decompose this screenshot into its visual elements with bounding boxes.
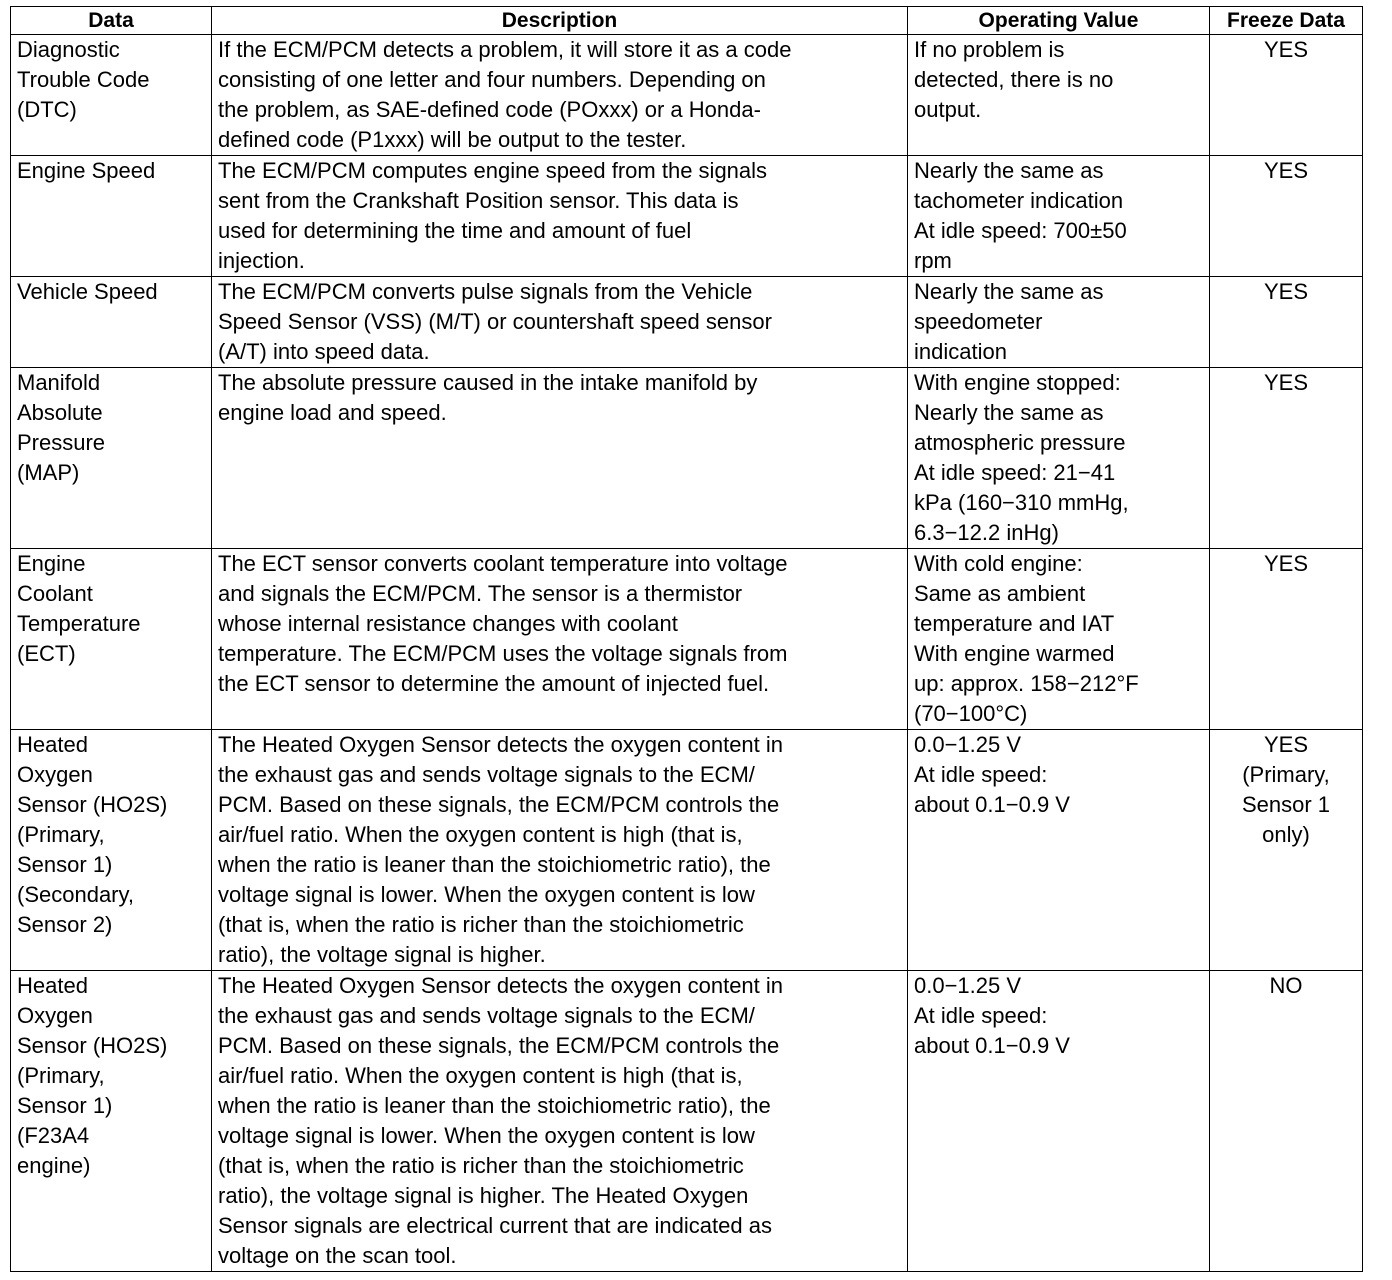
description-cell: The ECM/PCM computes engine speed from the signals sent from the Crankshaft Position sensor. This data is used for determining the time and amount of fuel injection.: [212, 156, 908, 277]
freeze-data-cell: YES: [1210, 549, 1363, 730]
header-row: [11, 7, 1363, 35]
data-cell: Heated Oxygen Sensor (HO2S) (Primary, Sensor 1) (Secondary, Sensor 2): [11, 730, 212, 971]
data-list-table: [10, 6, 1363, 1272]
operating-value-cell: 0.0−1.25 V At idle speed: about 0.1−0.9 V: [908, 730, 1210, 971]
description-cell: The absolute pressure caused in the intake manifold by engine load and speed.: [212, 368, 908, 549]
freeze-data-cell: YES (Primary, Sensor 1 only): [1210, 730, 1363, 971]
header-operating-value: Operating Value: [908, 7, 1210, 35]
header-freeze-data: Freeze Data: [1210, 7, 1363, 35]
description-cell: The ECT sensor converts coolant temperature into voltage and signals the ECM/PCM. The sensor is a thermistor whose internal resistance changes with coolant temperature. The ECM/PCM uses the voltage signals from the ECT sensor to determine the amount of injected fuel.: [212, 549, 908, 730]
data-cell: Engine Speed: [11, 156, 212, 277]
operating-value-cell: If no problem is detected, there is no output.: [908, 35, 1210, 156]
description-cell: The ECM/PCM converts pulse signals from the Vehicle Speed Sensor (VSS) (M/T) or countershaft speed sensor (A/T) into speed data.: [212, 277, 908, 368]
table-row: [11, 730, 1363, 971]
operating-value-cell: With engine stopped: Nearly the same as atmospheric pressure At idle speed: 21−41 kPa (160−310 mmHg, 6.3−12.2 inHg): [908, 368, 1210, 549]
freeze-data-cell: YES: [1210, 368, 1363, 549]
table-row: [11, 368, 1363, 549]
freeze-data-cell: NO: [1210, 971, 1363, 1272]
table-row: [11, 971, 1363, 1272]
description-cell: The Heated Oxygen Sensor detects the oxygen content in the exhaust gas and sends voltage signals to the ECM/ PCM. Based on these signals, the ECM/PCM controls the air/fuel ratio. When the oxygen content is high (that is, when the ratio is leaner than the stoichiometric ratio), the voltage signal is lower. When the oxygen content is low (that is, when the ratio is richer than the stoichiometric ratio), the voltage signal is higher. The Heated Oxygen Sensor signals are electrical current that are indicated as voltage on the scan tool.: [212, 971, 908, 1272]
data-cell: Heated Oxygen Sensor (HO2S) (Primary, Sensor 1) (F23A4 engine): [11, 971, 212, 1272]
operating-value-cell: Nearly the same as tachometer indication At idle speed: 700±50 rpm: [908, 156, 1210, 277]
description-cell: The Heated Oxygen Sensor detects the oxygen content in the exhaust gas and sends voltage signals to the ECM/ PCM. Based on these signals, the ECM/PCM controls the air/fuel ratio. When the oxygen content is high (that is, when the ratio is leaner than the stoichiometric ratio), the voltage signal is lower. When the oxygen content is low (that is, when the ratio is richer than the stoichiometric ratio), the voltage signal is higher.: [212, 730, 908, 971]
operating-value-cell: With cold engine: Same as ambient temperature and IAT With engine warmed up: approx. 158−212°F (70−100°C): [908, 549, 1210, 730]
description-cell: If the ECM/PCM detects a problem, it will store it as a code consisting of one letter and four numbers. Depending on the problem, as SAE-defined code (POxxx) or a Honda- defined code (P1xxx) will be output to the tester.: [212, 35, 908, 156]
header-description: Description: [212, 7, 908, 35]
table-row: [11, 156, 1363, 277]
data-cell: Diagnostic Trouble Code (DTC): [11, 35, 212, 156]
header-data: Data: [11, 7, 212, 35]
data-cell: Vehicle Speed: [11, 277, 212, 368]
freeze-data-cell: YES: [1210, 277, 1363, 368]
table-row: [11, 549, 1363, 730]
operating-value-cell: Nearly the same as speedometer indication: [908, 277, 1210, 368]
operating-value-cell: 0.0−1.25 V At idle speed: about 0.1−0.9 V: [908, 971, 1210, 1272]
data-cell: Engine Coolant Temperature (ECT): [11, 549, 212, 730]
freeze-data-cell: YES: [1210, 35, 1363, 156]
data-cell: Manifold Absolute Pressure (MAP): [11, 368, 212, 549]
table-row: [11, 277, 1363, 368]
table-row: [11, 35, 1363, 156]
freeze-data-cell: YES: [1210, 156, 1363, 277]
